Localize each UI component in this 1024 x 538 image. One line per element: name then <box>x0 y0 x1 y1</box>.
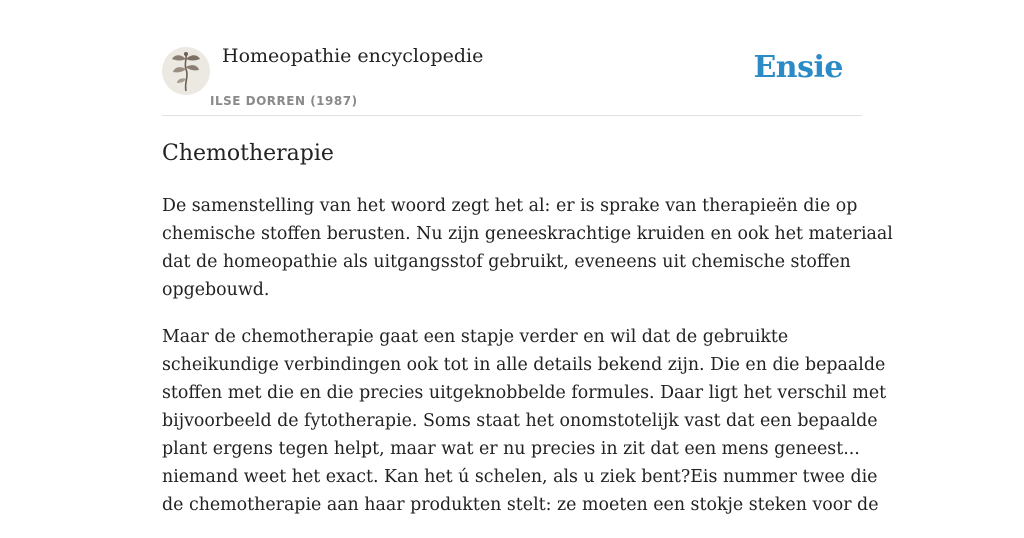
book-title[interactable]: Homeopathie encyclopedie <box>222 45 484 67</box>
book-avatar[interactable] <box>162 47 210 95</box>
text-line: opgebouwd. <box>162 280 270 300</box>
author-label[interactable]: ILSE DORREN (1987) <box>210 94 358 108</box>
text-line: De samenstelling van het woord zegt het al: er is sprake van therapieën die op <box>162 196 858 216</box>
paragraph <box>162 323 887 519</box>
header <box>162 0 862 116</box>
ensie-logo[interactable]: Ensie <box>753 50 843 85</box>
text-line: dat de homeopathie als uitgangsstof gebruikt, eveneens uit chemische stoffen <box>162 252 851 272</box>
text-line: bijvoorbeeld de fytotherapie. Soms staat het onomstotelijk vast dat een bepaalde <box>162 411 878 431</box>
paragraph <box>162 192 893 304</box>
text-line: de chemotherapie aan haar produkten stelt: ze moeten een stokje steken voor de <box>162 495 879 515</box>
entry-body <box>162 192 893 538</box>
text-line: plant ergens tegen helpt, maar wat er nu precies in zit dat een mens geneest... <box>162 439 860 459</box>
herb-plant-icon <box>162 47 210 95</box>
text-line: scheikundige verbindingen ook tot in alle details bekend zijn. Die en die bepaalde <box>162 355 886 375</box>
text-line: Maar de chemotherapie gaat een stapje verder en wil dat de gebruikte <box>162 327 789 347</box>
entry-title: Chemotherapie <box>162 141 334 166</box>
text-line: chemische stoffen berusten. Nu zijn geneeskrachtige kruiden en ook het materiaal <box>162 224 893 244</box>
page <box>162 0 893 515</box>
text-line: stoffen met die en die precies uitgeknobbelde formules. Daar ligt het verschil met <box>162 383 887 403</box>
text-line: niemand weet het exact. Kan het ú schelen, als u ziek bent?Eis nummer twee die <box>162 467 878 487</box>
